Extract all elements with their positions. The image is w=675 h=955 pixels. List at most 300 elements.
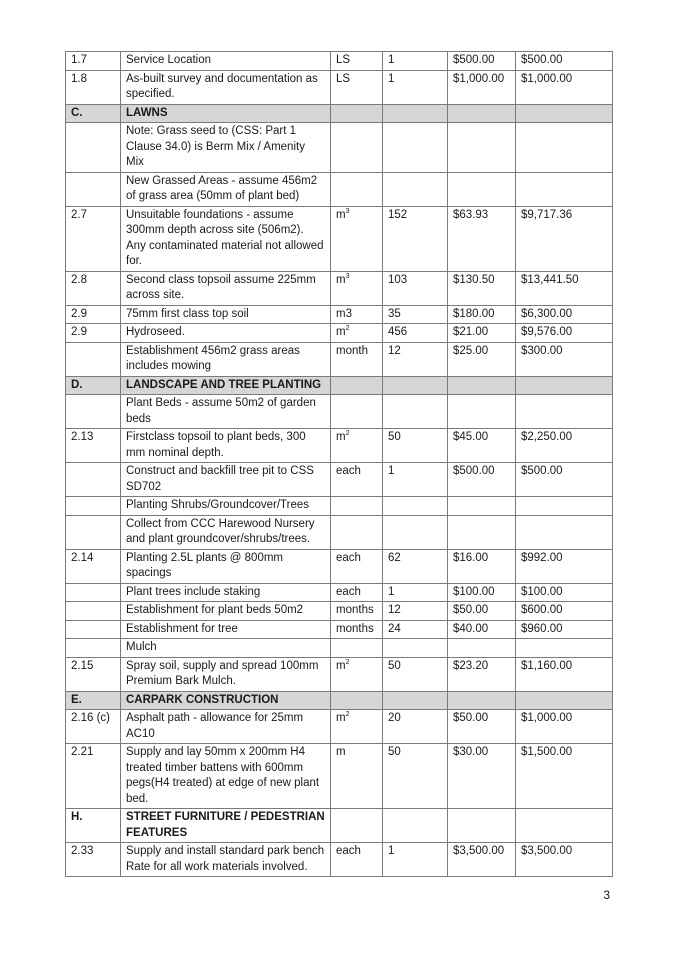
unit-cell xyxy=(331,620,383,639)
amount-cell xyxy=(516,710,613,744)
quantity-cell xyxy=(383,463,448,497)
item-number-cell xyxy=(66,515,121,549)
rate-cell xyxy=(448,271,516,305)
item-number-cell xyxy=(66,206,121,271)
rate-cell xyxy=(448,809,516,843)
quantity-cell-text: 35 xyxy=(388,307,401,320)
rate-cell xyxy=(448,657,516,691)
unit-cell xyxy=(331,376,383,395)
amount-cell xyxy=(516,549,613,583)
amount-cell-text: $1,000.00 xyxy=(521,72,573,85)
rate-cell xyxy=(448,104,516,123)
quantity-cell-text: 62 xyxy=(388,551,401,564)
quantity-cell-text: 12 xyxy=(388,344,401,357)
unit-cell xyxy=(331,395,383,429)
rate-cell xyxy=(448,497,516,516)
unit-cell-text: m xyxy=(336,746,346,758)
description-cell xyxy=(121,843,331,877)
rate-cell xyxy=(448,602,516,621)
item-number-cell xyxy=(66,691,121,710)
description-cell xyxy=(121,744,331,809)
amount-cell xyxy=(516,104,613,123)
rate-cell-text: $130.50 xyxy=(453,273,495,286)
description-cell xyxy=(121,52,331,71)
section-row xyxy=(66,104,613,123)
table-row xyxy=(66,52,613,71)
description-cell xyxy=(121,549,331,583)
table-row xyxy=(66,123,613,173)
item-number-cell xyxy=(66,497,121,516)
rate-cell xyxy=(448,70,516,104)
rate-cell-text: $45.00 xyxy=(453,431,489,443)
rate-cell xyxy=(448,463,516,497)
amount-cell xyxy=(516,620,613,639)
rate-cell-text: $23.20 xyxy=(453,659,489,672)
amount-cell-text: $960.00 xyxy=(521,622,563,635)
unit-cell xyxy=(331,172,383,206)
table-row xyxy=(66,172,613,206)
unit-cell xyxy=(331,324,383,343)
rate-cell xyxy=(448,52,516,71)
amount-cell-text: $6,300.00 xyxy=(521,307,573,320)
table-row xyxy=(66,324,613,343)
description-cell-text: Firstclass topsoil to plant beds, 300 mm nominal depth. xyxy=(126,431,306,459)
description-cell-text: Collect from CCC Harewood Nursery and plant groundcover/shrubs/trees. xyxy=(126,517,315,545)
rate-cell xyxy=(448,172,516,206)
amount-cell-text: $1,500.00 xyxy=(521,746,573,758)
amount-cell xyxy=(516,691,613,710)
unit-cell xyxy=(331,52,383,71)
item-number-cell-text: D. xyxy=(71,378,83,391)
description-cell xyxy=(121,104,331,123)
unit-cell xyxy=(331,271,383,305)
description-cell xyxy=(121,620,331,639)
item-number-cell-text: 2.7 xyxy=(71,208,87,221)
item-number-cell xyxy=(66,620,121,639)
quantity-cell-text: 20 xyxy=(388,712,401,724)
amount-cell-text: $2,250.00 xyxy=(521,431,573,443)
item-number-cell xyxy=(66,744,121,809)
amount-cell xyxy=(516,70,613,104)
description-cell xyxy=(121,691,331,710)
rate-cell-text: $3,500.00 xyxy=(453,845,505,857)
description-cell xyxy=(121,809,331,843)
amount-cell xyxy=(516,271,613,305)
quantity-cell-text: 50 xyxy=(388,431,401,443)
table-row xyxy=(66,843,613,877)
rate-cell-text: $25.00 xyxy=(453,344,489,357)
unit-cell xyxy=(331,515,383,549)
item-number-cell xyxy=(66,395,121,429)
unit-cell xyxy=(331,70,383,104)
amount-cell xyxy=(516,206,613,271)
unit-cell xyxy=(331,549,383,583)
quantity-cell xyxy=(383,376,448,395)
description-cell-text: CARPARK CONSTRUCTION xyxy=(126,693,279,706)
table-row xyxy=(66,657,613,691)
quantity-cell xyxy=(383,843,448,877)
unit-cell xyxy=(331,744,383,809)
item-number-cell-text: 2.13 xyxy=(71,431,94,443)
description-cell-text: 75mm first class top soil xyxy=(126,307,249,320)
description-cell-text: As-built survey and documentation as specified. xyxy=(126,72,318,100)
rate-cell xyxy=(448,843,516,877)
item-number-cell-text: 2.9 xyxy=(71,326,87,338)
table-row xyxy=(66,342,613,376)
amount-cell xyxy=(516,657,613,691)
unit-cell xyxy=(331,429,383,463)
item-number-cell-text: E. xyxy=(71,693,82,706)
quantity-cell xyxy=(383,429,448,463)
item-number-cell-text: 2.14 xyxy=(71,551,94,564)
unit-cell-text: each xyxy=(336,551,361,564)
description-cell xyxy=(121,305,331,324)
rate-cell xyxy=(448,342,516,376)
unit-cell-text: m3 xyxy=(336,307,352,320)
amount-cell xyxy=(516,463,613,497)
amount-cell xyxy=(516,843,613,877)
description-cell-text: Construct and backfill tree pit to CSS SD702 xyxy=(126,465,314,493)
unit-cell xyxy=(331,497,383,516)
quantity-cell-text: 103 xyxy=(388,273,408,286)
quantity-cell xyxy=(383,342,448,376)
description-cell xyxy=(121,395,331,429)
quantity-cell xyxy=(383,172,448,206)
table-row xyxy=(66,549,613,583)
amount-cell-text: $992.00 xyxy=(521,551,563,564)
item-number-cell-text: 2.8 xyxy=(71,273,87,286)
amount-cell xyxy=(516,376,613,395)
unit-cell-text: months xyxy=(336,622,374,635)
unit-cell xyxy=(331,104,383,123)
page-number: 3 xyxy=(603,888,610,902)
table-row xyxy=(66,271,613,305)
unit-cell xyxy=(331,583,383,602)
quantity-cell xyxy=(383,52,448,71)
quantity-cell xyxy=(383,602,448,621)
description-cell-text: Spray soil, supply and spread 100mm Premium Bark Mulch. xyxy=(126,659,319,687)
item-number-cell xyxy=(66,843,121,877)
quantity-cell xyxy=(383,104,448,123)
description-cell xyxy=(121,710,331,744)
rate-cell xyxy=(448,583,516,602)
description-cell-text: Supply and lay 50mm x 200mm H4 treated timber battens with 600mm pegs(H4 treated) at edge of new plant bed. xyxy=(126,746,320,805)
unit-superscript: 2 xyxy=(345,711,350,719)
table-row xyxy=(66,70,613,104)
description-cell-text: Mulch xyxy=(126,641,157,653)
amount-cell-text: $13,441.50 xyxy=(521,273,579,286)
section-row xyxy=(66,809,613,843)
rate-cell xyxy=(448,691,516,710)
item-number-cell xyxy=(66,809,121,843)
table-row xyxy=(66,429,613,463)
description-cell-text: Service Location xyxy=(126,54,212,66)
description-cell-text: LAWNS xyxy=(126,106,168,119)
item-number-cell-text: 1.7 xyxy=(71,54,87,66)
amount-cell xyxy=(516,123,613,173)
amount-cell xyxy=(516,497,613,516)
rate-cell-text: $500.00 xyxy=(453,54,495,66)
unit-cell xyxy=(331,639,383,658)
quantity-cell xyxy=(383,549,448,583)
table-row xyxy=(66,620,613,639)
unit-cell-text: months xyxy=(336,604,374,616)
quantity-cell-text: 1 xyxy=(388,54,395,66)
section-row xyxy=(66,691,613,710)
unit-cell-text: m xyxy=(336,431,346,443)
unit-cell xyxy=(331,809,383,843)
quantity-cell xyxy=(383,583,448,602)
item-number-cell xyxy=(66,549,121,583)
unit-superscript: 2 xyxy=(345,325,350,333)
quantity-cell xyxy=(383,744,448,809)
amount-cell xyxy=(516,342,613,376)
item-number-cell xyxy=(66,710,121,744)
description-cell-text: Establishment for plant beds 50m2 xyxy=(126,604,304,616)
description-cell-text: Plant Beds - assume 50m2 of garden beds xyxy=(126,397,316,425)
item-number-cell xyxy=(66,172,121,206)
quantity-cell xyxy=(383,395,448,429)
unit-cell-text: LS xyxy=(336,54,351,66)
unit-cell xyxy=(331,602,383,621)
unit-cell xyxy=(331,843,383,877)
amount-cell xyxy=(516,172,613,206)
item-number-cell xyxy=(66,70,121,104)
unit-superscript: 2 xyxy=(345,658,350,666)
description-cell-text: Planting Shrubs/Groundcover/Trees xyxy=(126,499,310,511)
item-number-cell xyxy=(66,271,121,305)
quantity-cell-text: 456 xyxy=(388,326,408,338)
rate-cell-text: $1,000.00 xyxy=(453,72,505,85)
unit-cell xyxy=(331,206,383,271)
item-number-cell xyxy=(66,104,121,123)
item-number-cell xyxy=(66,583,121,602)
amount-cell xyxy=(516,324,613,343)
item-number-cell xyxy=(66,429,121,463)
table-row xyxy=(66,639,613,658)
unit-cell xyxy=(331,305,383,324)
description-cell-text: Unsuitable foundations - assume 300mm depth across site (506m2). Any contaminated material not allowed for. xyxy=(126,208,324,267)
unit-superscript: 3 xyxy=(345,207,350,215)
description-cell xyxy=(121,639,331,658)
quantity-cell xyxy=(383,206,448,271)
rate-cell-text: $50.00 xyxy=(453,604,489,616)
rate-cell-text: $100.00 xyxy=(453,585,495,598)
description-cell-text: Hydroseed. xyxy=(126,326,185,338)
amount-cell-text: $500.00 xyxy=(521,465,563,477)
unit-cell-text: m xyxy=(336,659,346,672)
quantity-cell xyxy=(383,710,448,744)
item-number-cell-text: 2.9 xyxy=(71,307,87,320)
item-number-cell-text: C. xyxy=(71,106,83,119)
amount-cell-text: $1,160.00 xyxy=(521,659,573,672)
item-number-cell xyxy=(66,305,121,324)
item-number-cell xyxy=(66,463,121,497)
description-cell xyxy=(121,515,331,549)
table-row xyxy=(66,206,613,271)
table-row xyxy=(66,463,613,497)
quantity-cell-text: 1 xyxy=(388,72,395,85)
rate-cell xyxy=(448,324,516,343)
rate-cell xyxy=(448,376,516,395)
item-number-cell xyxy=(66,123,121,173)
rate-cell xyxy=(448,639,516,658)
rate-cell xyxy=(448,515,516,549)
description-cell xyxy=(121,497,331,516)
table-row xyxy=(66,744,613,809)
amount-cell-text: $100.00 xyxy=(521,585,563,598)
item-number-cell-text: 2.15 xyxy=(71,659,94,672)
rate-cell xyxy=(448,620,516,639)
rate-cell-text: $500.00 xyxy=(453,465,495,477)
amount-cell xyxy=(516,639,613,658)
item-number-cell-text: 2.21 xyxy=(71,746,94,758)
quantity-cell xyxy=(383,691,448,710)
description-cell-text: Second class topsoil assume 225mm across site. xyxy=(126,273,316,301)
amount-cell xyxy=(516,583,613,602)
rate-cell xyxy=(448,549,516,583)
table-row xyxy=(66,497,613,516)
quantity-cell xyxy=(383,70,448,104)
description-cell-text: Establishment 456m2 grass areas includes mowing xyxy=(126,344,300,372)
unit-cell-text: LS xyxy=(336,72,351,85)
item-number-cell xyxy=(66,602,121,621)
description-cell xyxy=(121,324,331,343)
item-number-cell xyxy=(66,342,121,376)
unit-superscript: 3 xyxy=(345,272,350,280)
table-body xyxy=(66,52,613,877)
description-note: Rate for all work materials involved. xyxy=(126,860,308,873)
table-row xyxy=(66,305,613,324)
item-number-cell xyxy=(66,52,121,71)
quantity-cell xyxy=(383,620,448,639)
section-row xyxy=(66,376,613,395)
quantity-cell xyxy=(383,497,448,516)
rate-cell-text: $16.00 xyxy=(453,551,489,564)
unit-cell xyxy=(331,710,383,744)
rate-cell xyxy=(448,123,516,173)
unit-superscript: 2 xyxy=(345,430,350,438)
quantity-cell xyxy=(383,515,448,549)
quantity-cell-text: 1 xyxy=(388,585,395,598)
item-number-cell xyxy=(66,639,121,658)
table-row xyxy=(66,583,613,602)
quantity-cell xyxy=(383,123,448,173)
description-cell-text: Planting 2.5L plants @ 800mm spacings xyxy=(126,551,284,579)
item-number-cell-text: 2.16 (c) xyxy=(71,712,110,724)
description-cell-text: STREET FURNITURE / PEDESTRIAN FEATURES xyxy=(126,811,325,839)
amount-cell-text: $600.00 xyxy=(521,604,563,616)
unit-cell-text: each xyxy=(336,845,361,857)
unit-cell-text: m xyxy=(336,326,346,338)
rate-cell-text: $50.00 xyxy=(453,712,489,724)
unit-cell-text: each xyxy=(336,465,361,477)
unit-cell-text: month xyxy=(336,344,368,357)
quantity-cell xyxy=(383,305,448,324)
description-cell xyxy=(121,376,331,395)
item-number-cell xyxy=(66,324,121,343)
description-cell xyxy=(121,429,331,463)
item-number-cell-text: H. xyxy=(71,811,83,823)
amount-cell-text: $1,000.00 xyxy=(521,712,573,724)
description-cell-text: LANDSCAPE AND TREE PLANTING xyxy=(126,378,322,391)
rate-cell xyxy=(448,710,516,744)
amount-cell xyxy=(516,429,613,463)
description-cell xyxy=(121,206,331,271)
unit-cell xyxy=(331,342,383,376)
unit-cell-text: m xyxy=(336,208,346,221)
quantity-cell xyxy=(383,324,448,343)
amount-cell xyxy=(516,515,613,549)
amount-cell-text: $9,717.36 xyxy=(521,208,573,221)
rate-cell xyxy=(448,206,516,271)
amount-cell-text: $300.00 xyxy=(521,344,563,357)
description-cell xyxy=(121,123,331,173)
description-cell-text: New Grassed Areas - assume 456m2 of grass area (50mm of plant bed) xyxy=(126,174,318,202)
amount-cell-text: $9,576.00 xyxy=(521,326,573,338)
description-cell-text: Asphalt path - allowance for 25mm AC10 xyxy=(126,712,304,740)
rate-cell xyxy=(448,395,516,429)
description-cell xyxy=(121,342,331,376)
quantity-cell-text: 24 xyxy=(388,622,401,635)
amount-cell xyxy=(516,744,613,809)
rate-cell xyxy=(448,744,516,809)
description-cell-text: Establishment for tree xyxy=(126,622,238,635)
item-number-cell-text: 2.33 xyxy=(71,845,94,857)
quantity-cell-text: 50 xyxy=(388,659,401,672)
rate-cell xyxy=(448,305,516,324)
quantity-cell xyxy=(383,809,448,843)
unit-cell xyxy=(331,123,383,173)
description-cell-text: Supply and install standard park bench xyxy=(126,845,325,857)
rate-cell-text: $180.00 xyxy=(453,307,495,320)
description-cell xyxy=(121,602,331,621)
description-cell xyxy=(121,172,331,206)
description-cell xyxy=(121,583,331,602)
amount-cell xyxy=(516,602,613,621)
quantity-cell-text: 152 xyxy=(388,208,408,221)
item-number-cell xyxy=(66,376,121,395)
item-number-cell xyxy=(66,657,121,691)
amount-cell-text: $500.00 xyxy=(521,54,563,66)
quantity-cell xyxy=(383,639,448,658)
amount-cell xyxy=(516,52,613,71)
amount-cell xyxy=(516,395,613,429)
bill-of-quantities-table xyxy=(65,51,613,877)
unit-cell-text: m xyxy=(336,712,346,724)
description-cell xyxy=(121,657,331,691)
table-row xyxy=(66,515,613,549)
rate-cell-text: $40.00 xyxy=(453,622,489,635)
description-cell xyxy=(121,463,331,497)
item-number-cell-text: 1.8 xyxy=(71,72,87,85)
description-cell xyxy=(121,271,331,305)
quantity-cell-text: 12 xyxy=(388,604,401,616)
quantity-cell-text: 50 xyxy=(388,746,401,758)
unit-cell xyxy=(331,463,383,497)
amount-cell-text: $3,500.00 xyxy=(521,845,573,857)
unit-cell xyxy=(331,691,383,710)
description-cell-text: Note: Grass seed to (CSS: Part 1 Clause 34.0) is Berm Mix / Amenity Mix xyxy=(126,125,305,168)
quantity-cell xyxy=(383,657,448,691)
description-cell xyxy=(121,70,331,104)
table-row xyxy=(66,395,613,429)
rate-cell xyxy=(448,429,516,463)
amount-cell xyxy=(516,809,613,843)
amount-cell xyxy=(516,305,613,324)
unit-cell xyxy=(331,657,383,691)
unit-cell-text: each xyxy=(336,585,361,598)
